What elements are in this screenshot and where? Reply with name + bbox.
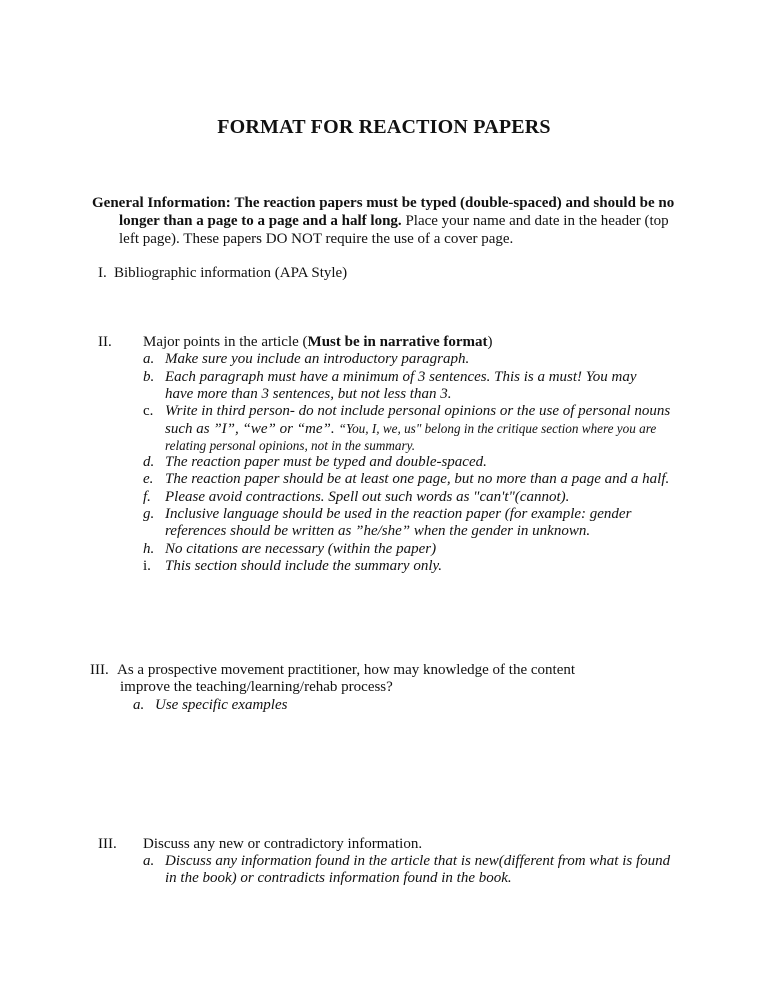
- list-item-continuation: [165, 420, 656, 438]
- list-marker: a.: [143, 853, 155, 869]
- list-item: Please avoid contractions. Spell out such words as "can't"(cannot).: [165, 489, 570, 505]
- list-item: Each paragraph must have a minimum of 3 sentences. This is a must! You may: [165, 369, 637, 385]
- section-1-numeral: I.: [98, 265, 107, 281]
- section-2-numeral: II.: [98, 334, 112, 350]
- section-3-numeral: III.: [90, 662, 109, 678]
- list-item-continuation: relating personal opinions, not in the summary.: [165, 438, 416, 453]
- general-info-plain-3: left page). These papers DO NOT require the use of a cover page.: [119, 231, 514, 247]
- general-info-bold-1: The reaction papers must be typed (double-spaced) and should be no: [234, 195, 675, 211]
- list-marker: a.: [143, 351, 155, 367]
- list-item: Inclusive language should be used in the reaction paper (for example: gender: [165, 506, 632, 522]
- list-item-text: such as ”I”, “we” or “me”.: [165, 421, 335, 437]
- general-info-bold-2: longer than a page to a page and a half long.: [119, 213, 402, 229]
- list-item: Write in third person- do not include personal opinions or the use of personal nouns: [165, 403, 671, 419]
- list-item: The reaction paper must be typed and double-spaced.: [165, 454, 487, 470]
- list-marker: i.: [143, 558, 151, 574]
- list-item-continuation: references should be written as ”he/she” when the gender in unknown.: [165, 523, 591, 539]
- section-2-text-after: ): [487, 334, 493, 350]
- list-marker: d.: [143, 454, 155, 470]
- list-marker: c.: [143, 403, 154, 419]
- page-title: FORMAT FOR REACTION PAPERS: [217, 116, 551, 138]
- list-marker: b.: [143, 369, 155, 385]
- section-2-text-before: Major points in the article (: [143, 334, 308, 350]
- list-item: The reaction paper should be at least one page, but no more than a page and a half.: [165, 471, 670, 487]
- list-item: This section should include the summary only.: [165, 558, 443, 574]
- list-item: Use specific examples: [155, 697, 288, 713]
- list-marker: a.: [133, 697, 145, 713]
- list-marker: f.: [143, 489, 151, 505]
- list-marker: e.: [143, 471, 154, 487]
- section-4-text: Discuss any new or contradictory information.: [143, 836, 423, 852]
- list-marker: h.: [143, 541, 155, 557]
- list-item-continuation: in the book) or contradicts information found in the book.: [165, 870, 512, 886]
- section-1-text: Bibliographic information (APA Style): [114, 265, 348, 281]
- list-item: Make sure you include an introductory paragraph.: [165, 351, 470, 367]
- general-info-plain-2: Place your name and date in the header (top: [405, 213, 669, 229]
- list-item-text-small: “You, I, we, us" belong in the critique section where you are: [338, 421, 657, 436]
- general-info-line-1: [92, 195, 674, 212]
- section-3-line-1: As a prospective movement practitioner, how may knowledge of the content: [117, 662, 576, 678]
- list-item: No citations are necessary (within the paper): [165, 541, 437, 557]
- list-item-continuation: have more than 3 sentences, but not less than 3.: [165, 386, 452, 402]
- general-info-label: General Information:: [92, 195, 231, 211]
- list-item: Discuss any information found in the article that is new(different from what is found: [165, 853, 671, 869]
- section-3-line-2: improve the teaching/learning/rehab process?: [120, 679, 393, 695]
- section-4-numeral: III.: [98, 836, 117, 852]
- list-marker: g.: [143, 506, 155, 522]
- section-2-heading: [143, 334, 493, 351]
- section-2-text-bold: Must be in narrative format: [307, 334, 488, 350]
- general-info-line-2: [119, 213, 669, 230]
